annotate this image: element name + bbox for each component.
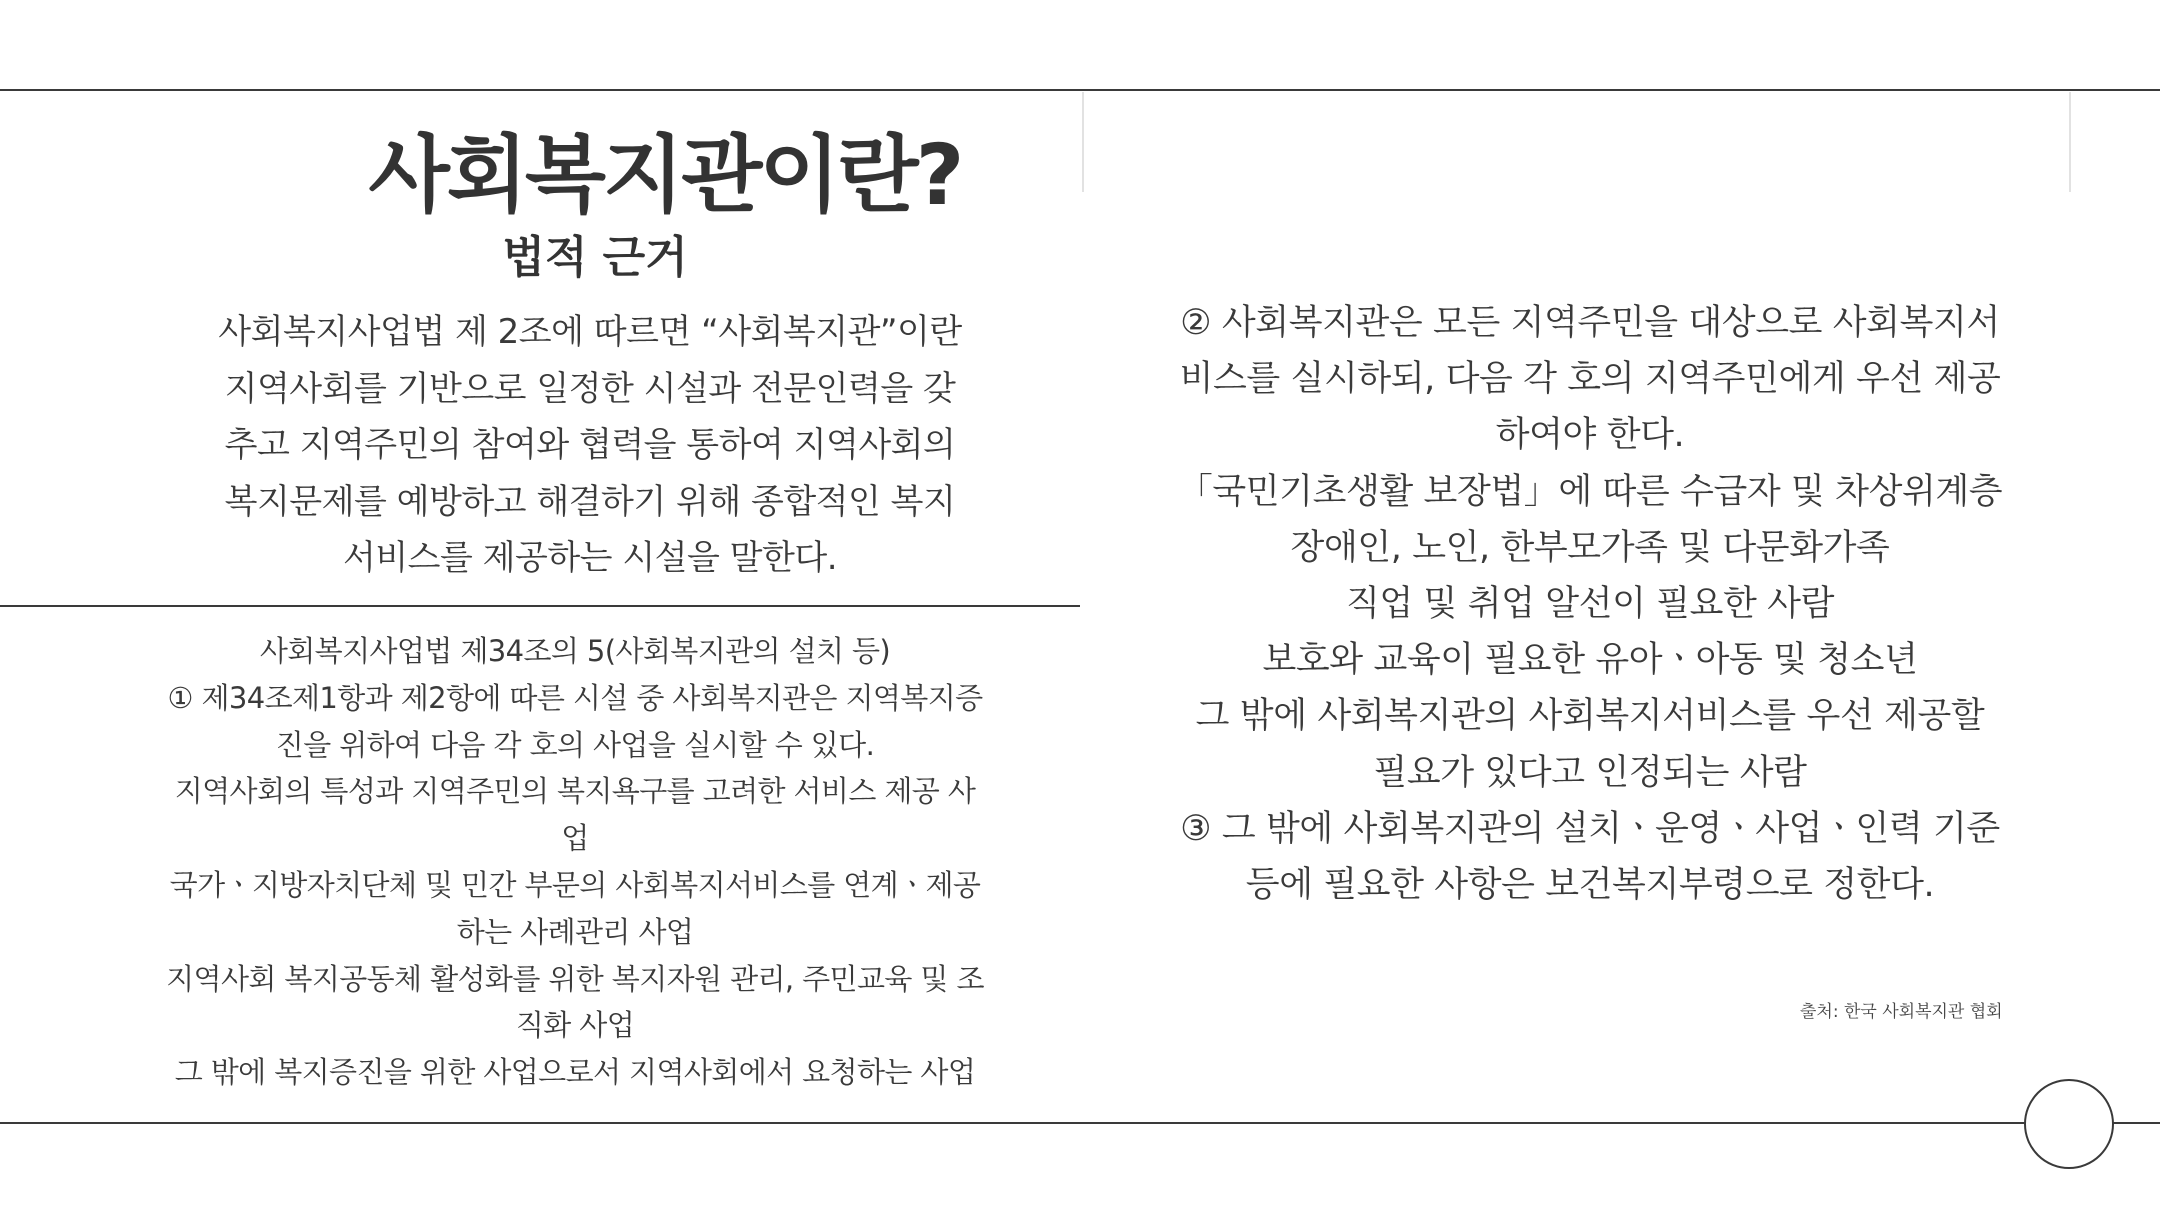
definition-line: 사회복지사업법 제 2조에 따르면 “사회복지관”이란 bbox=[218, 312, 962, 352]
law-line: 국가ㆍ지방자치단체 및 민간 부문의 사회복지서비스를 연계ㆍ제공 bbox=[169, 867, 981, 902]
right-line: 필요가 있다고 인정되는 사람 bbox=[1373, 752, 1807, 793]
right-line: 장애인, 노인, 한부모가족 및 다문화가족 bbox=[1290, 527, 1890, 568]
column-divider-right bbox=[2069, 92, 2071, 192]
definition-line: 추고 지역주민의 참여와 협력을 통하여 지역사회의 bbox=[224, 425, 956, 465]
law-line: 하는 사례관리 사업 bbox=[456, 914, 694, 949]
right-line: 보호와 교육이 필요한 유아ㆍ아동 및 청소년 bbox=[1262, 640, 1918, 681]
law-line: 지역사회의 특성과 지역주민의 복지욕구를 고려한 서비스 제공 사 bbox=[174, 774, 976, 809]
law-line: 업 bbox=[561, 821, 589, 856]
decorative-circle bbox=[2024, 1079, 2114, 1169]
definition-line: 지역사회를 기반으로 일정한 시설과 전문인력을 갖 bbox=[224, 368, 956, 409]
law-line: 진을 위하여 다음 각 호의 사업을 실시할 수 있다. bbox=[275, 727, 875, 762]
law-line: 지역사회 복지공동체 활성화를 위한 복지자원 관리, 주민교육 및 조 bbox=[166, 961, 984, 996]
right-line: 「국민기초생활 보장법」에 따른 수급자 및 차상위계층 bbox=[1177, 471, 2003, 512]
right-line: 하여야 한다. bbox=[1495, 415, 1685, 456]
right-line: ③ 그 밖에 사회복지관의 설치ㆍ운영ㆍ사업ㆍ인력 기준 bbox=[1180, 808, 2000, 849]
bottom-divider bbox=[0, 1122, 2160, 1124]
right-line: 비스를 실시하되, 다음 각 호의 지역주민에게 우선 제공 bbox=[1179, 359, 2001, 400]
law-line: 그 밖에 복지증진을 위한 사업으로서 지역사회에서 요청하는 사업 bbox=[174, 1055, 976, 1090]
definition-line: 복지문제를 예방하고 해결하기 위해 종합적인 복지 bbox=[224, 481, 956, 522]
law-line: ① 제34조제1항과 제2항에 따른 시설 중 사회복지관은 지역복지증 bbox=[167, 680, 983, 715]
right-line: 그 밖에 사회복지관의 사회복지서비스를 우선 제공할 bbox=[1195, 696, 1985, 737]
page-title: 사회복지관이란? bbox=[368, 126, 962, 224]
definition-text bbox=[160, 304, 1020, 587]
right-line: 등에 필요한 사항은 보건복지부령으로 정한다. bbox=[1245, 865, 1935, 906]
right-line: ② 사회복지관은 모든 지역주민을 대상으로 사회복지서 bbox=[1180, 303, 2000, 343]
right-column-text bbox=[1130, 295, 2050, 913]
law-line: 사회복지사업법 제34조의 5(사회복지관의 설치 등) bbox=[259, 634, 891, 668]
right-line: 직업 및 취업 알선이 필요한 사람 bbox=[1346, 584, 1834, 625]
law-article-text bbox=[110, 628, 1040, 1096]
section-divider bbox=[0, 605, 1080, 607]
page-subtitle: 법적 근거 bbox=[502, 232, 688, 283]
top-divider bbox=[0, 89, 2160, 91]
law-line: 직화 사업 bbox=[515, 1008, 635, 1043]
source-credit: 출처: 한국 사회복지관 협회 bbox=[1800, 1002, 2003, 1022]
definition-line: 서비스를 제공하는 시설을 말한다. bbox=[342, 538, 838, 578]
